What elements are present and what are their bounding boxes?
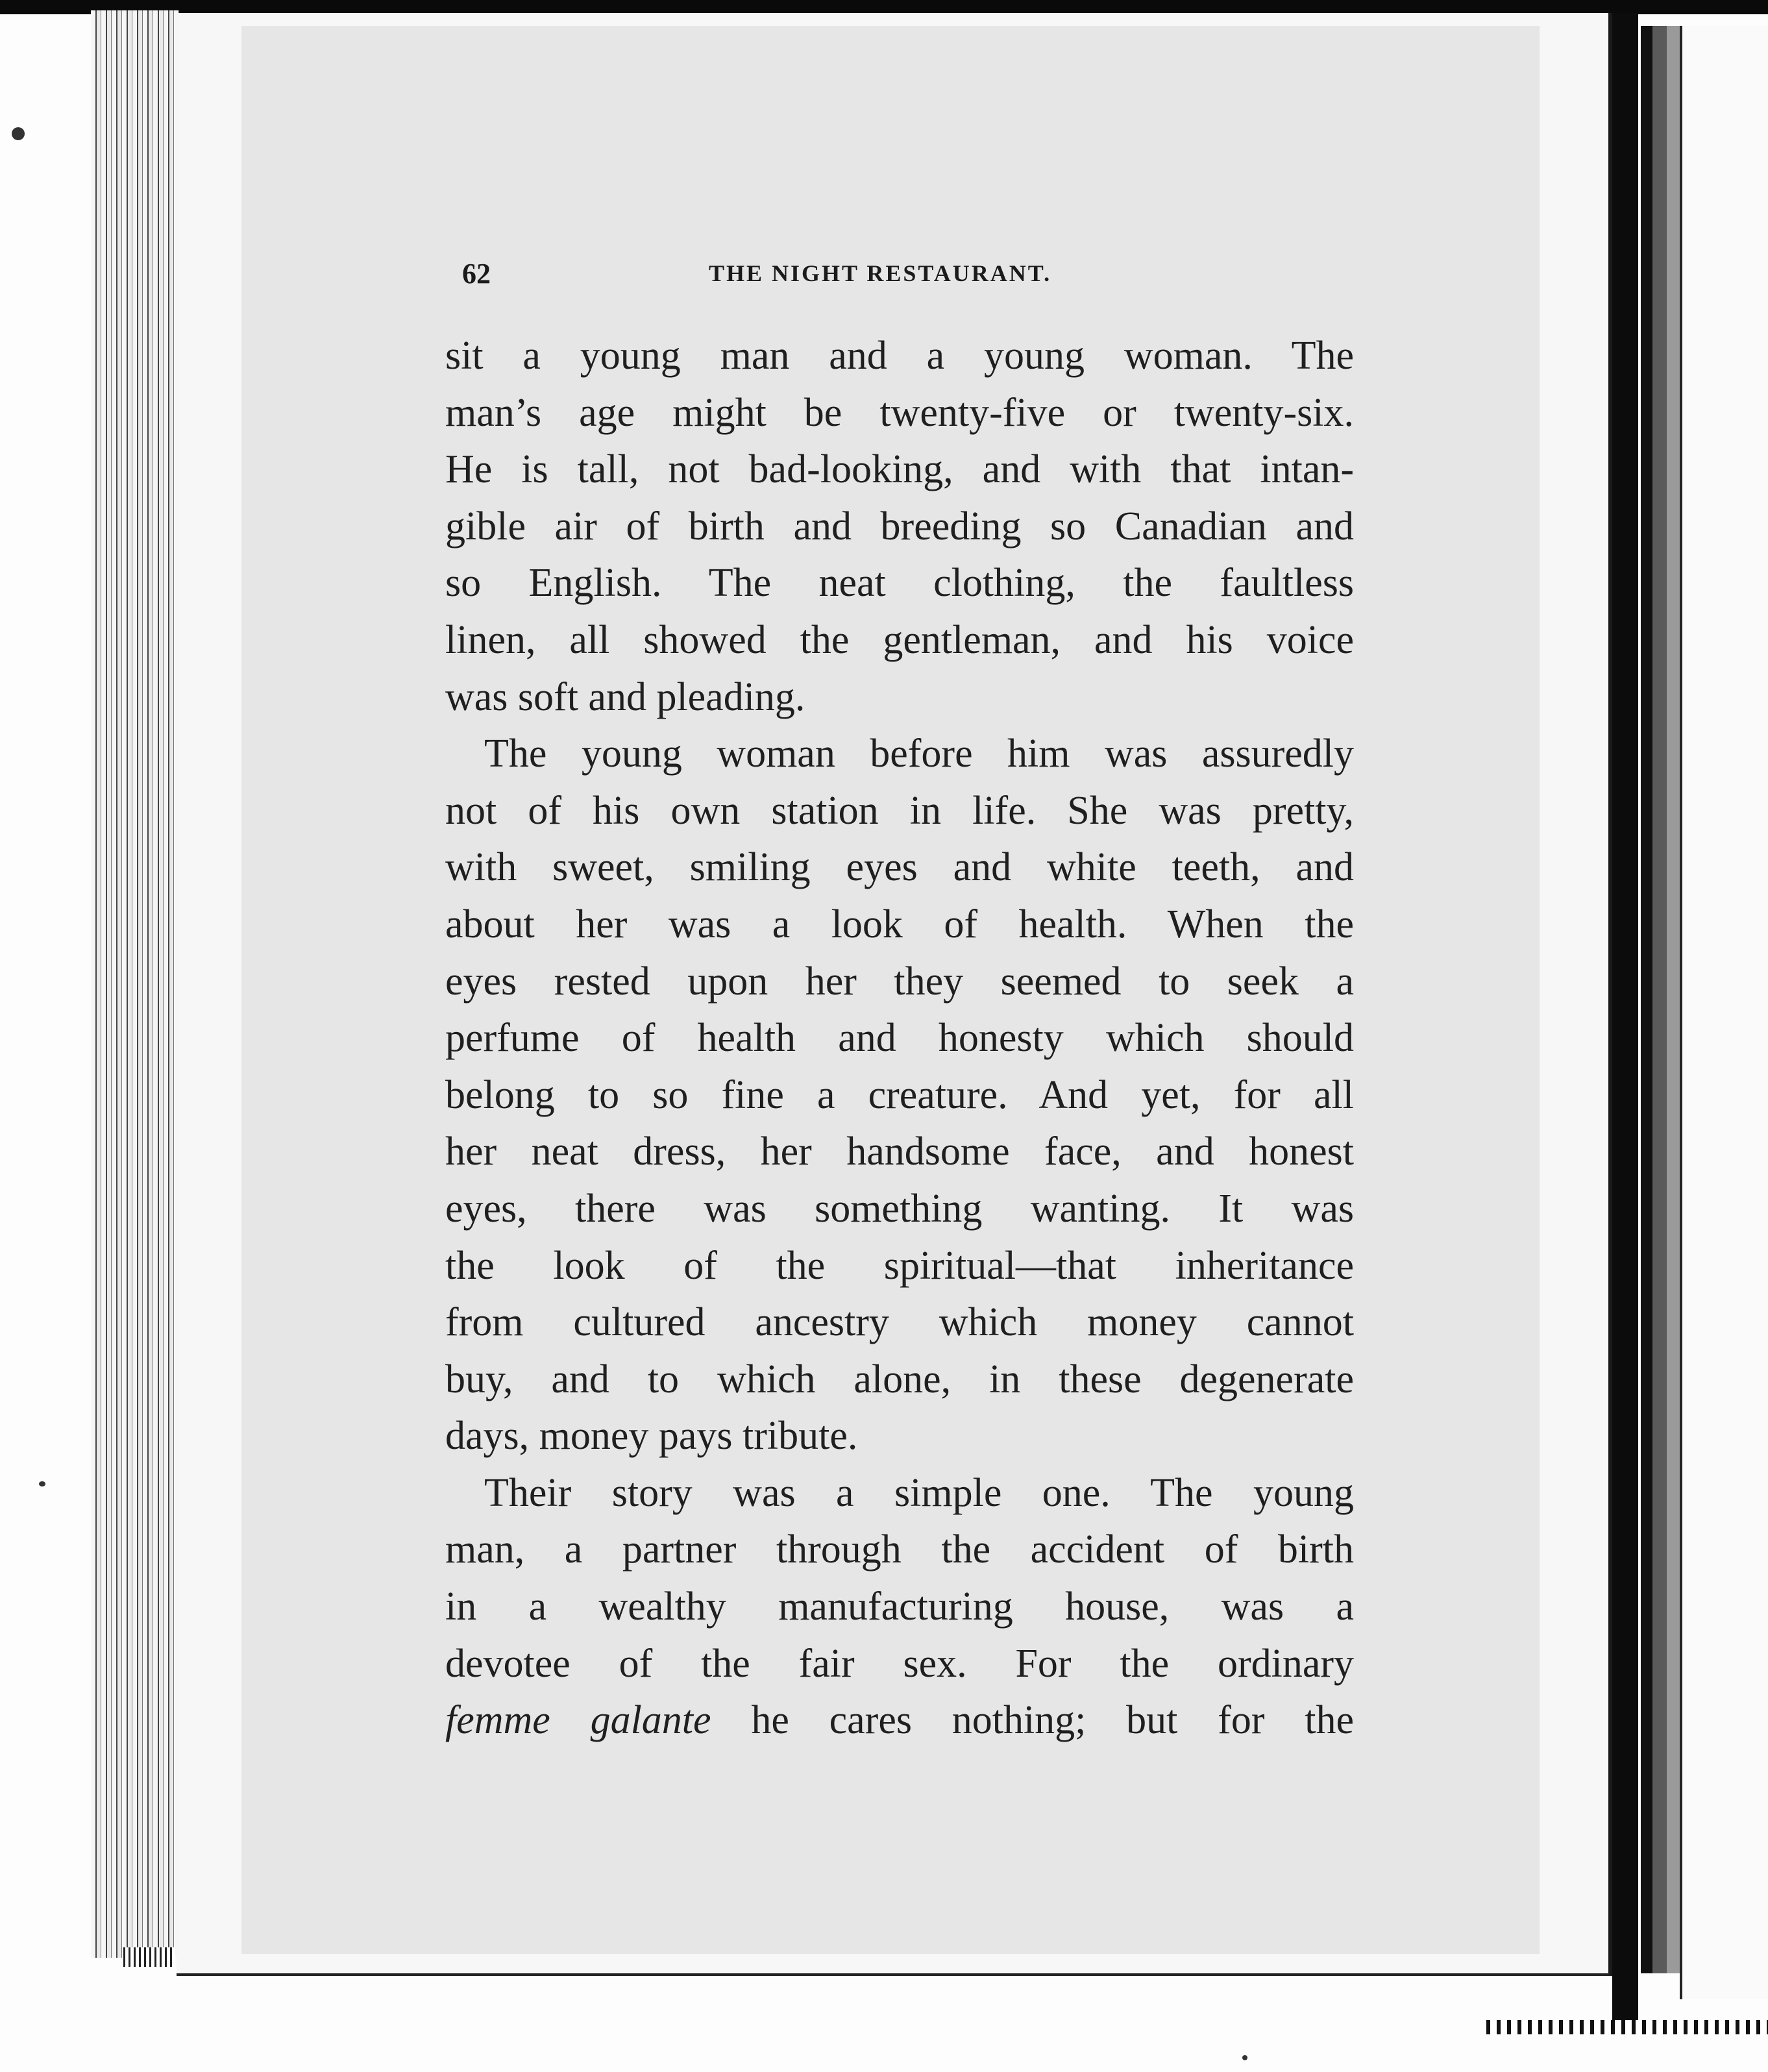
page-stack-bottom xyxy=(123,1947,175,1967)
page-stack-edge xyxy=(91,10,179,1958)
facing-page xyxy=(1680,26,1768,1999)
page-number: 62 xyxy=(462,258,491,290)
facing-page-edge xyxy=(1641,26,1680,1973)
text-line: buy, and to which alone, in these degenerate xyxy=(445,1357,1354,1401)
text-line: days, money pays tribute. xyxy=(445,1414,858,1459)
italic-phrase: femme galante xyxy=(445,1698,711,1743)
scan-top-edge xyxy=(0,0,1768,14)
text-line: not of his own station in life. She was pretty, xyxy=(445,788,1354,833)
facing-page-bottom-edge xyxy=(1486,2020,1768,2034)
scan-speck xyxy=(39,1481,45,1486)
text-line: eyes rested upon her they seemed to seek a xyxy=(445,959,1354,1004)
scan-speck xyxy=(1242,2055,1247,2060)
text-line: man, a partner through the accident of birth xyxy=(445,1527,1354,1572)
text-line: in a wealthy manufacturing house, was a xyxy=(445,1585,1354,1629)
text-line: linen, all showed the gentleman, and his voice xyxy=(445,617,1354,662)
text-line-rest: he cares nothing; but for the xyxy=(711,1698,1354,1743)
text-line: so English. The neat clothing, the faultless xyxy=(445,561,1354,606)
running-head-title: THE NIGHT RESTAURANT. xyxy=(709,260,1052,286)
text-line: man’s age might be twenty-five or twenty-six. xyxy=(445,390,1354,435)
paragraph-2 xyxy=(445,726,1354,1465)
text-line xyxy=(445,1692,1354,1749)
text-line: the look of the spiritual—that inheritance xyxy=(445,1243,1354,1288)
text-line: perfume of health and honesty which should xyxy=(445,1016,1354,1061)
text-line: sit a young man and a young woman. The xyxy=(445,334,1354,378)
book-gutter xyxy=(1612,13,1638,2025)
running-head xyxy=(462,257,1111,296)
text-line: gible air of birth and breeding so Canadian and xyxy=(445,504,1354,549)
scan-speck xyxy=(12,127,25,140)
text-line: about her was a look of health. When the xyxy=(445,902,1354,946)
text-line: with sweet, smiling eyes and white teeth, and xyxy=(445,845,1354,890)
text-line: devotee of the fair sex. For the ordinary xyxy=(445,1641,1354,1686)
paragraph-1 xyxy=(445,328,1354,726)
text-line: was soft and pleading. xyxy=(445,674,805,719)
paragraph-3 xyxy=(445,1465,1354,1749)
text-line: belong to so fine a creature. And yet, for all xyxy=(445,1072,1354,1117)
body-text xyxy=(445,328,1354,1749)
text-line: from cultured ancestry which money cannot xyxy=(445,1300,1354,1345)
text-line: He is tall, not bad-looking, and with that intan- xyxy=(445,447,1354,492)
text-line: Their story was a simple one. The young xyxy=(484,1470,1354,1515)
text-line: The young woman before him was assuredly xyxy=(484,732,1354,776)
text-line: eyes, there was something wanting. It was xyxy=(445,1186,1354,1231)
text-line: her neat dress, her handsome face, and honest xyxy=(445,1129,1354,1174)
